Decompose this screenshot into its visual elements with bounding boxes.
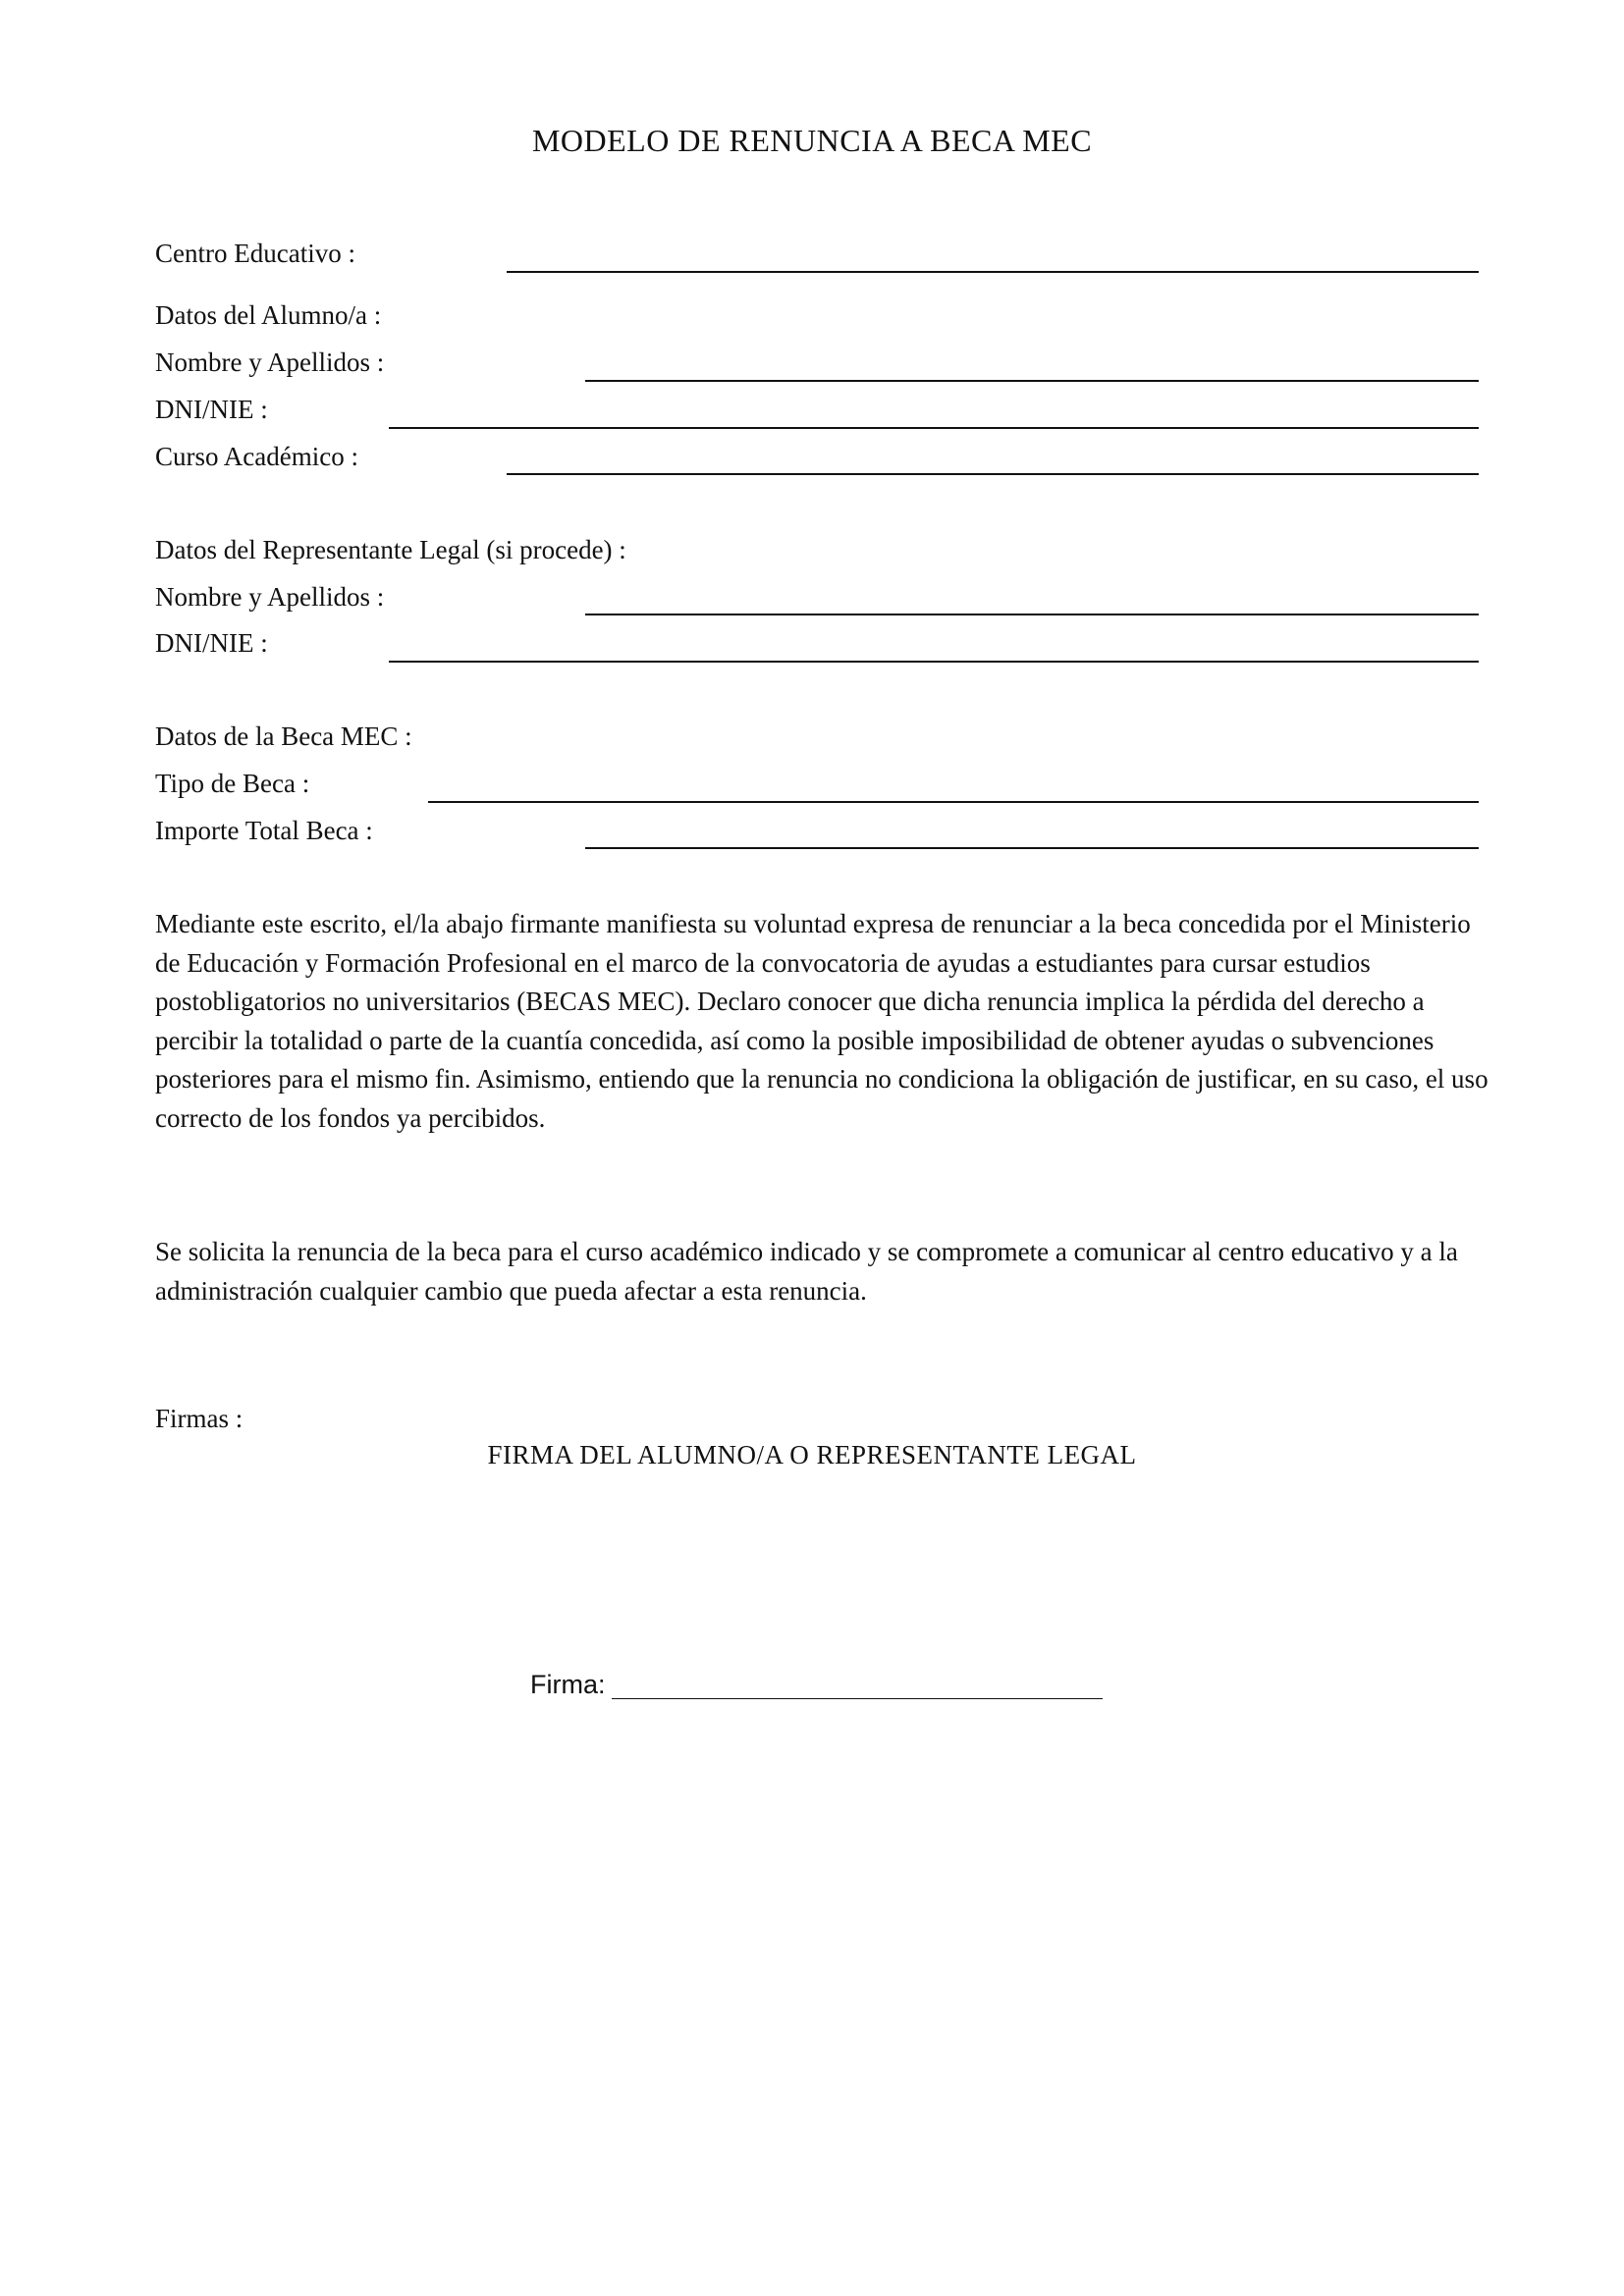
alumno-nombre-label: Nombre y Apellidos : [155,347,385,377]
firmas-label: Firmas : [155,1404,244,1433]
representante-nombre-field[interactable] [585,614,1479,615]
beca-tipo-label: Tipo de Beca : [155,769,310,798]
beca-importe-field[interactable] [585,847,1479,849]
alumno-dni-label: DNI/NIE : [155,395,268,424]
alumno-nombre-field[interactable] [585,380,1479,382]
beca-tipo-field[interactable] [428,801,1479,803]
representante-dni-label: DNI/NIE : [155,628,268,658]
alumno-curso-field[interactable] [507,473,1479,475]
signature-line [530,1670,1103,1700]
centro-educativo-field[interactable] [507,271,1479,273]
representante-dni-field[interactable] [389,661,1479,663]
document-title: MODELO DE RENUNCIA A BECA MEC [531,123,1093,158]
alumno-dni-field[interactable] [389,427,1479,429]
beca-importe-label: Importe Total Beca : [155,816,373,845]
signature-caption: FIRMA DEL ALUMNO/A O REPRESENTANTE LEGAL [487,1440,1137,1469]
alumno-curso-label: Curso Académico : [155,442,358,471]
representante-nombre-label: Nombre y Apellidos : [155,582,385,612]
beca-section-heading: Datos de la Beca MEC : [155,721,412,751]
solicitud-paragraph: Se solicita la renuncia de la beca para el curso académico indicado y se compromete a comunicar al centro educativo y a la administración cualquier cambio que pueda afectar a esta renuncia. [155,1237,1458,1306]
signature-label: Firma: [530,1670,606,1699]
alumno-section-heading: Datos del Alumno/a : [155,300,382,330]
centro-educativo-label: Centro Educativo : [155,239,355,268]
representante-section-heading: Datos del Representante Legal (si procede) : [155,535,626,564]
declaracion-paragraph: Mediante este escrito, el/la abajo firmante manifiesta su voluntad expresa de renunciar a la beca concedida por el Ministerio de Educación y Formación Profesional en el marco de la convocatoria de ayudas a estudiantes para cursar estudios postobligatorios no universitarios (BECAS MEC). Declaro conocer que dicha renuncia implica la pérdida del derecho a percibir la totalidad o parte de la cuantía concedida, así como la posible imposibilidad de obtener ayudas o subvenciones posteriores para el mismo fin. Asimismo, entiendo que la renuncia no condiciona la obligación de justificar, en su caso, el uso correcto de los fondos ya percibidos. [155,909,1489,1133]
signature-field[interactable] [612,1698,1103,1699]
